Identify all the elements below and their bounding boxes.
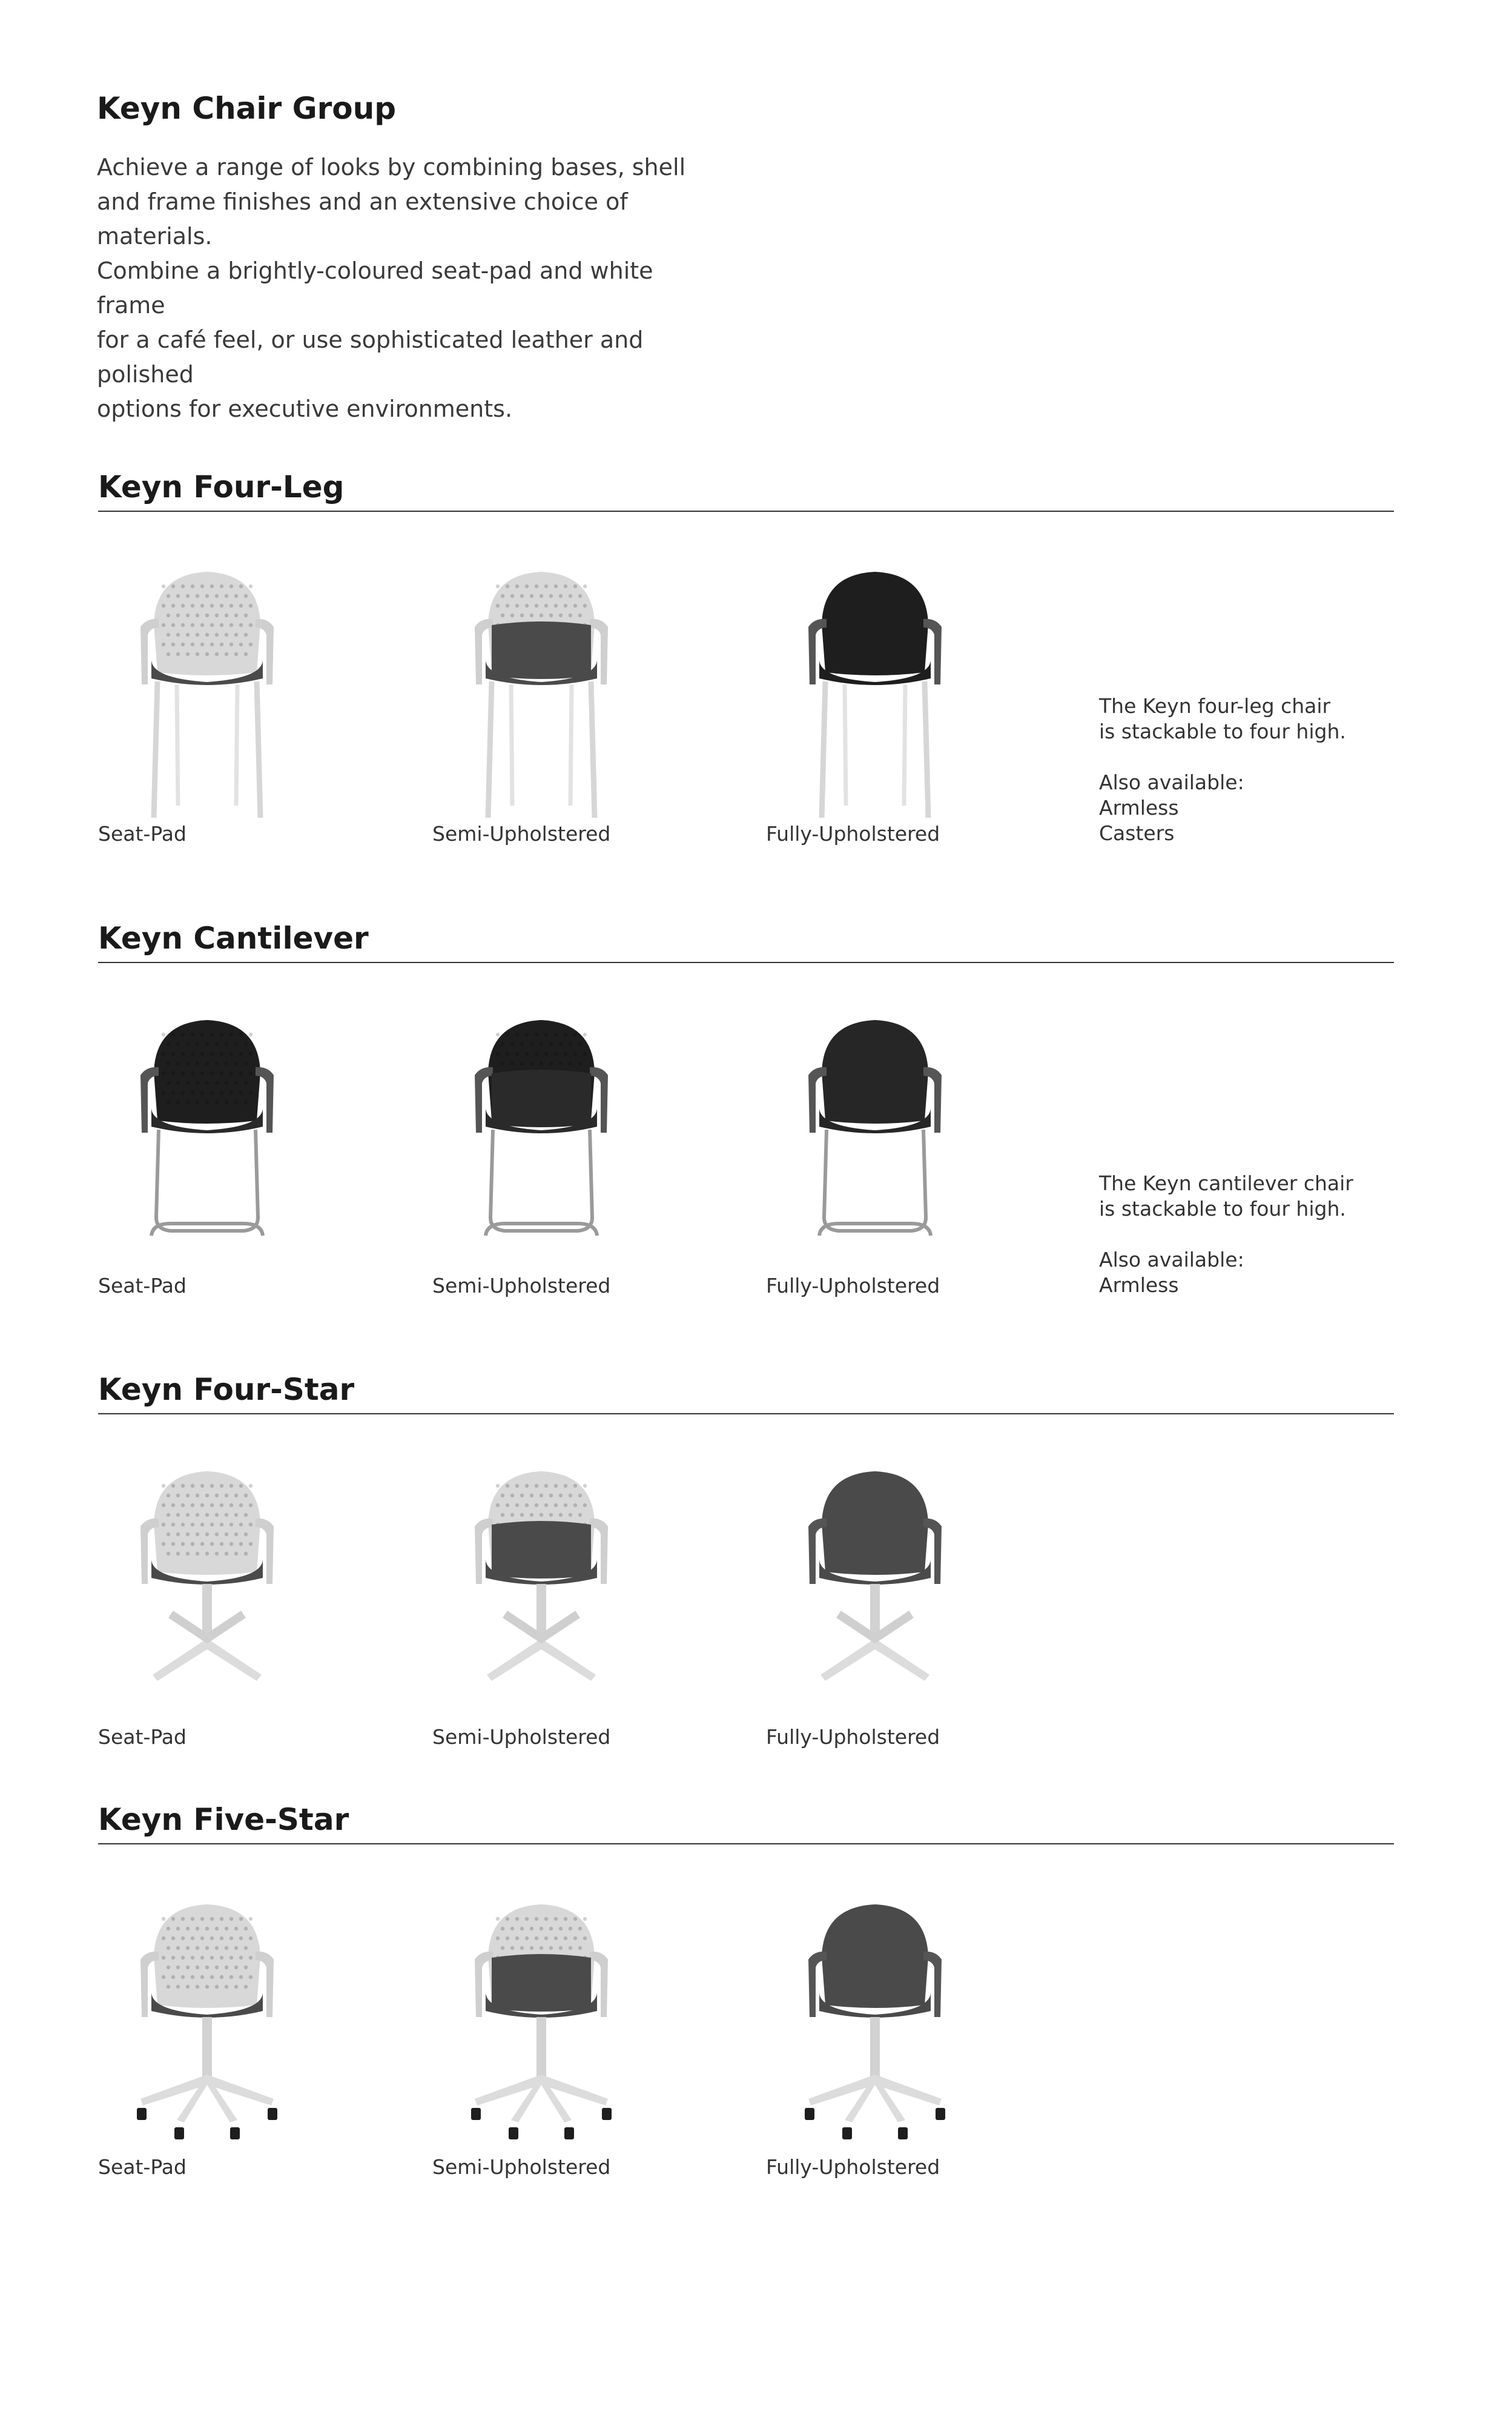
chair-image-five-star-fully-upholstered [766, 1890, 984, 2181]
note-line: The Keyn four-leg chair [1099, 694, 1331, 718]
intro-line: Achieve a range of looks by combining bases, shell [97, 154, 686, 181]
variant-label: Semi-Upholstered [432, 822, 611, 846]
variant-label: Fully-Upholstered [766, 1274, 940, 1297]
variant-label: Seat-Pad [98, 1274, 187, 1297]
section-divider [98, 1413, 1394, 1414]
intro-line: for a café feel, or use sophisticated leather and polished [97, 326, 644, 388]
section-note [1099, 1171, 1353, 1298]
intro-line: Combine a brightly-coloured seat-pad and white frame [97, 257, 653, 319]
chair-image-cantilever-semi-upholstered [432, 1005, 650, 1296]
intro-line: and frame finishes and an extensive choice of materials. [97, 188, 628, 250]
section-title: Keyn Five-Star [98, 1802, 349, 1837]
chair-image-four-star-semi-upholstered [432, 1457, 650, 1747]
note-also-available: Also available: [1099, 1248, 1244, 1271]
intro-line: options for executive environments. [97, 396, 513, 422]
chair-image-four-star-seat-pad [98, 1457, 316, 1747]
chair-image-five-star-seat-pad [98, 1890, 316, 2181]
chair-image-four-star-fully-upholstered [766, 1457, 984, 1747]
variant-label: Seat-Pad [98, 1725, 187, 1749]
chair-image-cantilever-seat-pad [98, 1005, 316, 1296]
section-four-leg [98, 469, 1394, 857]
page-title: Keyn Chair Group [97, 91, 397, 126]
variant-label: Semi-Upholstered [432, 2155, 611, 2179]
note-line: is stackable to four high. [1099, 1197, 1346, 1221]
note-option: Armless [1099, 1273, 1179, 1297]
variant-label: Seat-Pad [98, 2155, 187, 2179]
note-line: The Keyn cantilever chair [1099, 1171, 1353, 1195]
variant-label: Seat-Pad [98, 822, 187, 846]
variant-label: Semi-Upholstered [432, 1274, 611, 1297]
intro-text [97, 150, 702, 426]
chair-image-four-leg-fully-upholstered [766, 557, 984, 848]
section-title: Keyn Cantilever [98, 921, 369, 956]
variant-label: Fully-Upholstered [766, 1725, 940, 1749]
variant-label: Fully-Upholstered [766, 2155, 940, 2179]
variant-label: Semi-Upholstered [432, 1725, 611, 1749]
variant-label: Fully-Upholstered [766, 822, 940, 846]
section-divider [98, 1843, 1394, 1844]
section-divider [98, 962, 1394, 963]
section-five-star [98, 1802, 1394, 2190]
section-divider [98, 511, 1394, 512]
note-line: is stackable to four high. [1099, 720, 1346, 743]
note-also-available: Also available: [1099, 770, 1244, 794]
section-title: Keyn Four-Leg [98, 469, 345, 505]
chair-image-four-leg-semi-upholstered [432, 557, 650, 848]
chair-image-cantilever-fully-upholstered [766, 1005, 984, 1296]
chair-image-five-star-semi-upholstered [432, 1890, 650, 2181]
chair-image-four-leg-seat-pad [98, 557, 316, 848]
section-note [1099, 694, 1346, 846]
section-cantilever [98, 921, 1394, 1308]
note-option: Casters [1099, 821, 1175, 845]
section-four-star [98, 1372, 1394, 1760]
note-option: Armless [1099, 796, 1179, 820]
section-title: Keyn Four-Star [98, 1372, 355, 1407]
